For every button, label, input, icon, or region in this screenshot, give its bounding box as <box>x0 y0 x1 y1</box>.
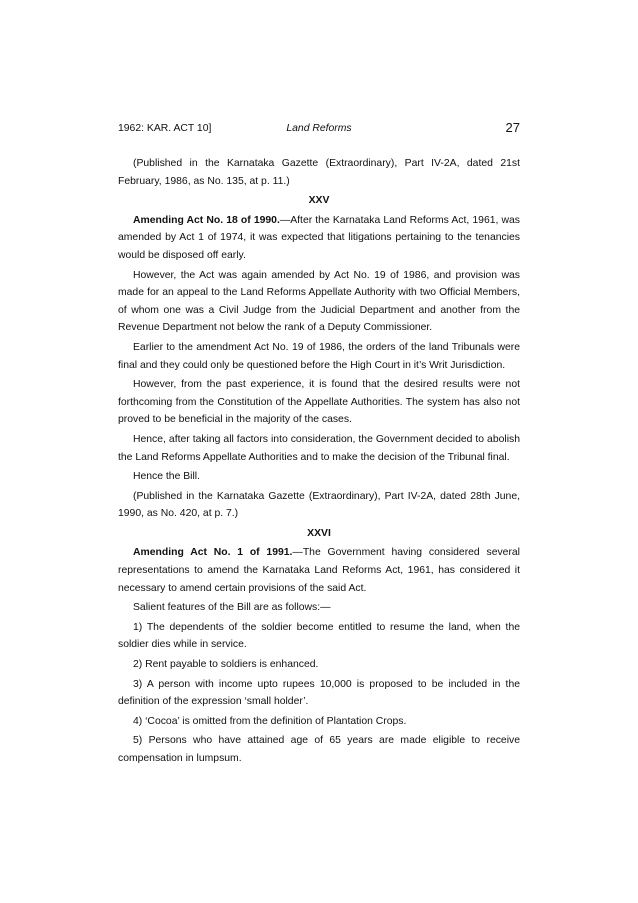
page-body <box>118 155 520 770</box>
page-header <box>118 122 520 138</box>
paragraph-text: —The Government having considered several representations to amend the Karnataka Land Reforms Act, 1961, has considered it necessary to amend certain provisions of the said Act. <box>118 547 520 594</box>
list-item: 3) A person with income upto rupees 10,000 is proposed to be included in the definition of the expression ‘small holder’. <box>118 678 520 708</box>
list-item: 4) ‘Cocoa’ is omitted from the definition of Plantation Crops. <box>133 715 407 727</box>
paragraph: However, from the past experience, it is found that the desired results were not forthcoming from the Constitution of the Appellate Authorities. The system has also not proved to be beneficial in the majority of the cases. <box>118 379 520 426</box>
paragraph: Hence, after taking all factors into consideration, the Government decided to abolish the Land Reforms Appellate Authorities and to make the decision of the Tribunal final. <box>118 433 520 463</box>
list-item: 2) Rent payable to soldiers is enhanced. <box>133 659 319 671</box>
amending-act-title: Amending Act No. 18 of 1990. <box>133 214 280 226</box>
amending-act-title: Amending Act No. 1 of 1991. <box>133 547 293 559</box>
paragraph: However, the Act was again amended by Act No. 19 of 1986, and provision was made for an appeal to the Land Reforms Appellate Authority with two Official Members, of whom one was a Civil Judge from the Judicial Department and another from the Revenue Department not below the rank of a Deputy Commissioner. <box>118 269 520 334</box>
running-title: Land Reforms <box>286 123 352 134</box>
paragraph: Earlier to the amendment Act No. 19 of 1986, the orders of the land Tribunals were final and they could only be questioned before the High Court in it’s Writ Jurisdiction. <box>118 341 520 371</box>
paragraph <box>118 544 520 597</box>
act-citation: 1962: KAR. ACT 10] <box>118 123 212 134</box>
paragraph: Hence the Bill. <box>133 471 200 483</box>
list-item: 5) Persons who have attained age of 65 years are made eligible to receive compensation in lumpsum. <box>118 735 520 764</box>
paragraph <box>118 212 520 265</box>
page-number: 27 <box>505 120 520 135</box>
publication-note: (Published in the Karnataka Gazette (Extraordinary), Part IV-2A, dated 21st February, 1986, as No. 135, at p. 11.) <box>118 158 520 187</box>
section-heading: XXV <box>308 195 330 207</box>
publication-note: (Published in the Karnataka Gazette (Extraordinary), Part IV-2A, dated 28th June, 1990, as No. 420, at p. 7.) <box>118 490 520 520</box>
section-heading: XXVI <box>307 527 331 539</box>
list-item: 1) The dependents of the soldier become entitled to resume the land, when the soldier dies while in service. <box>118 621 520 651</box>
paragraph: Salient features of the Bill are as follows:— <box>133 602 331 614</box>
paragraph-text: —After the Karnataka Land Reforms Act, 1961, was amended by Act 1 of 1974, it was expected that litigations pertaining to the tenancies would be disposed off early. <box>118 214 520 261</box>
